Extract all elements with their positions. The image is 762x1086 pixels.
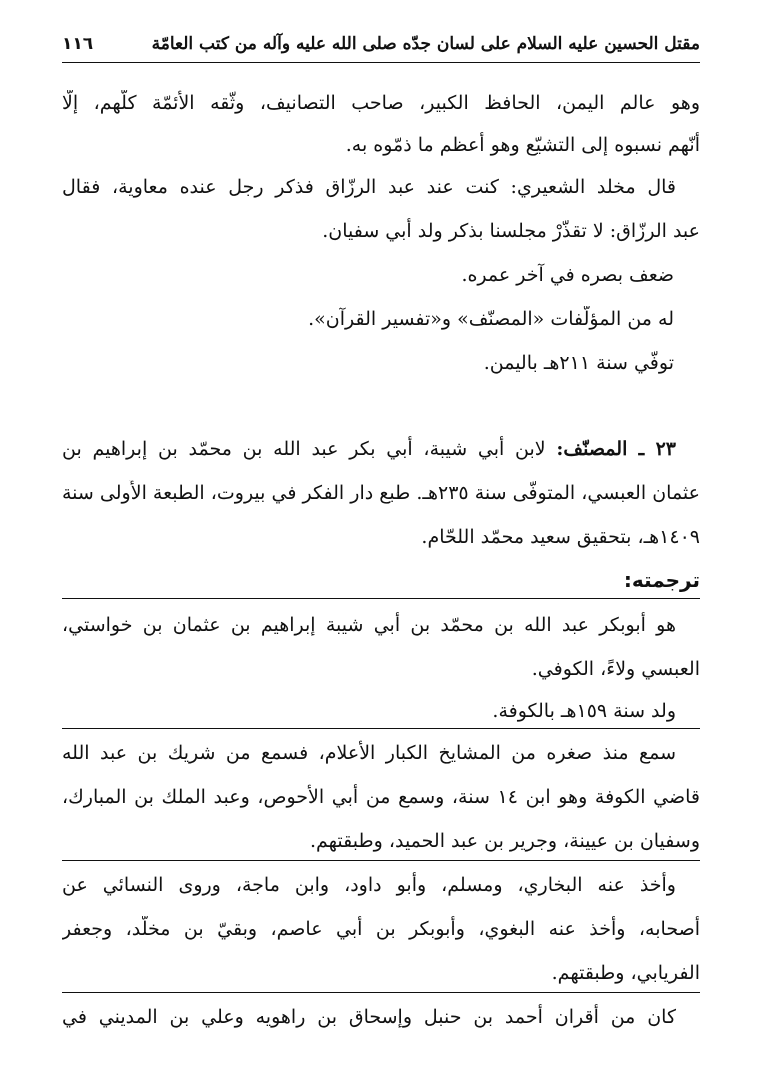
paragraph-line: الفريابي، وطبقتهم.: [551, 962, 700, 984]
entry-number-title: ٢٣ ـ المصنّف:: [556, 438, 676, 460]
paragraph-line: أصحابه، وأخذ عنه البغوي، وأبوبكر بن أبي عاصم، وبقيّ بن مخلّد، وجعفر: [62, 918, 700, 940]
paragraph-line: ولد سنة ١٥٩هـ بالكوفة.: [492, 700, 676, 722]
paragraph-line: عثمان العبسي، المتوفّى سنة ٢٣٥هـ. طبع دار الفكر في بيروت، الطبعة الأُولى سنة: [62, 482, 700, 504]
paragraph-line: سمع منذ صغره من المشايخ الكبار الأعلام، فسمع من شريك بن عبد الله: [62, 742, 676, 764]
page-number: ١١٦: [62, 34, 94, 54]
paragraph-line: أنّهم نسبوه إلى التشيّع وهو أعظم ما ذمّوه به.: [345, 134, 700, 156]
paragraph-line: العبسي ولاءً، الكوفي.: [531, 658, 700, 680]
paragraph-line: هو أبوبكر عبد الله بن محمّد بن أبي شيبة إبراهيم بن عثمان بن خواستي،: [62, 614, 676, 636]
paragraph-line: توفّي سنة ٢١١هـ باليمن.: [483, 352, 674, 374]
paragraph-line: وأخذ عنه البخاري، ومسلم، وأبو داود، وابن ماجة، وروى النسائي عن: [62, 874, 676, 896]
paragraph-rule: [62, 860, 700, 861]
section-heading: ترجمته:: [623, 568, 700, 592]
heading-rule: [62, 598, 700, 599]
paragraph-line: له من المؤلّفات «المصنّف» و«تفسير القرآن».: [308, 308, 674, 330]
paragraph-line: كان من أقران أحمد بن حنبل وإسحاق بن راهويه وعلي بن المديني في: [62, 1006, 676, 1028]
entry-first-line: [62, 436, 676, 462]
paragraph-rule: [62, 728, 700, 729]
paragraph-line: عبد الرزّاق: لا تقذّرْ مجلسنا بذكر ولد أبي سفيان.: [322, 220, 700, 242]
entry-text: لابن أبي شيبة، أبي بكر عبد الله بن محمّد بن إبراهيم بن: [62, 438, 557, 460]
paragraph-line: وهو عالم اليمن، الحافظ الكبير، صاحب التصانيف، وثّقه الأئمّة كلّهم، إلّا: [62, 92, 700, 114]
paragraph-line: قال مخلد الشعيري: كنت عند عبد الرزّاق فذكر رجل عنده معاوية، فقال: [62, 176, 676, 198]
paragraph-line: ضعف بصره في آخر عمره.: [461, 264, 674, 286]
paragraph-rule: [62, 992, 700, 993]
paragraph-line: ١٤٠٩هـ، بتحقيق سعيد محمّد اللحّام.: [421, 526, 700, 548]
page-header: [62, 26, 700, 63]
paragraph-line: قاضي الكوفة وهو ابن ١٤ سنة، وسمع من أبي الأحوص، وعبد الملك بن المبارك،: [62, 786, 700, 808]
running-title: مقتل الحسين عليه السلام على لسان جدّه صلى الله عليه وآله من كتب العامّة: [151, 34, 700, 54]
paragraph-line: وسفيان بن عيينة، وجرير بن عبد الحميد، وطبقتهم.: [309, 830, 700, 852]
